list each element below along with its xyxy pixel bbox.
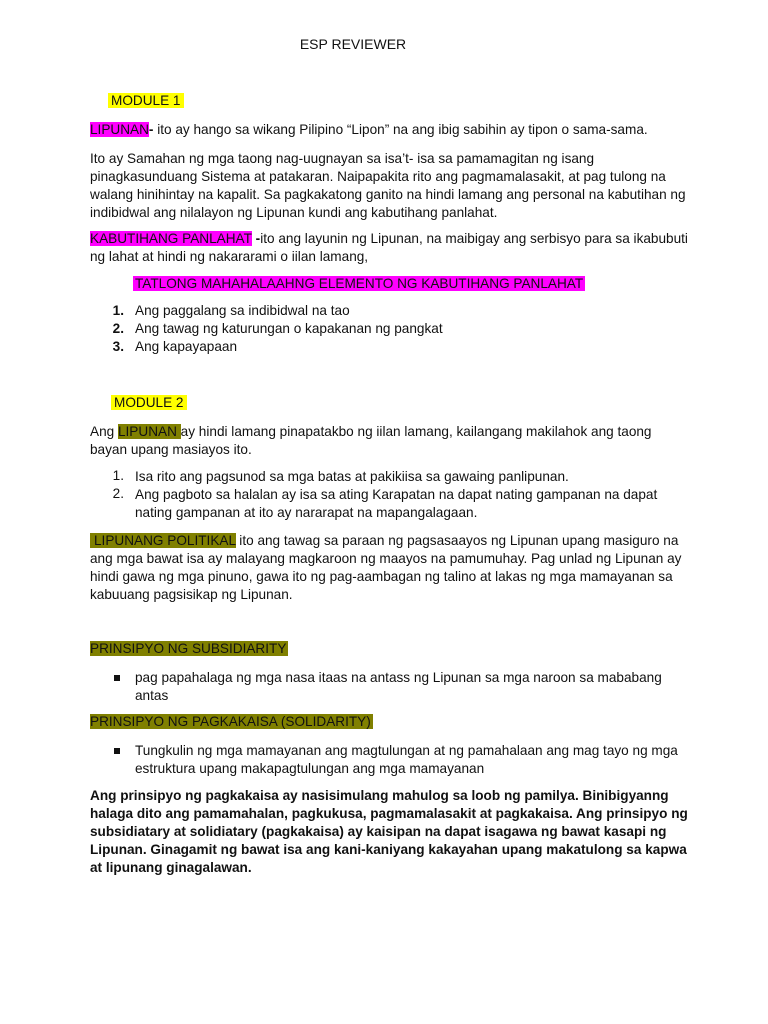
list-number: 2. bbox=[112, 321, 124, 336]
subsidiarity-heading-text: PRINSIPYO NG SUBSIDIARITY bbox=[90, 641, 287, 656]
lipunan-definition bbox=[90, 121, 690, 139]
solidarity-heading-text: PRINSIPYO NG PAGKAKAISA (SOLIDARITY) bbox=[90, 714, 371, 729]
lipunang-politikal-text: ito ang tawag sa paraan ng pagsasaayos ng Lipunan upang masiguro na ang mga bawat isa ay malayang magkaroon ng maayos na pamumuhay. Pag unlad ng Lipunan ay hindi gawa ng mga pinuno, gawa ito ng pag-aambagan ng talino at lakas ng mga mamayanan sa kabuuang pagsisikap ng Lipunan. bbox=[90, 533, 682, 602]
list-number: 1. bbox=[112, 468, 124, 483]
intro-post: ay hindi lamang pinapatakbo ng iilan lamang, kailangang makilahok ang taong bayan upang masiayos ito. bbox=[90, 424, 652, 457]
subsidiarity-item-text: pag papahalaga ng mga nasa itaas na antass ng Lipunan sa mga naroon sa mababang antas bbox=[135, 670, 662, 703]
module-2-list bbox=[90, 468, 690, 522]
document-title: ESP REVIEWER bbox=[299, 36, 407, 52]
list-text: Isa rito ang pagsunod sa mga batas at pakikiisa sa gawaing panlipunan. bbox=[135, 469, 569, 484]
intro-pre: Ang bbox=[90, 424, 118, 439]
solidarity-item-text: Tungkulin ng mga mamayanan ang magtulungan at ng pamahalaan ang mag tayo ng mga estruktura upang makapagtulungan ang mga mamayanan bbox=[135, 743, 678, 776]
module-2-label: MODULE 2 bbox=[111, 395, 187, 410]
closing-paragraph: Ang prinsipyo ng pagkakaisa ay nasisimulang mahulog sa loob ng pamilya. Binibigyanng halaga dito ang pamamahalan, pagkukusa, pagmamalasakit at pagkakaisa. Ang prinsipyo ng subsidiatary at solidiatary (pagkakaisa) ay kaisipan na dapat isagawa ng bawat kasapi ng Lipunan. Ginagamit ng bawat isa ang kani-kaniyang kakayahan upang makatulong sa kapwa at lipunang ginagalawan. bbox=[90, 788, 688, 875]
elements-list bbox=[90, 303, 690, 357]
list-text: Ang kapayapaan bbox=[135, 339, 238, 354]
kabutihang-definition-text: ito ang layunin ng Lipunan, na maibigay ang serbisyo para sa ikabubuti ng lahat at hindi ng nakararami o iilan lamang, bbox=[90, 231, 688, 264]
list-text: Ang paggalang sa indibidwal na tao bbox=[135, 303, 350, 318]
module-1-label: MODULE 1 bbox=[108, 93, 184, 108]
kabutihang-panlahat-term: KABUTIHANG PANLAHAT bbox=[90, 231, 252, 246]
solidarity-item bbox=[90, 742, 690, 778]
list-item bbox=[90, 468, 690, 486]
list-number: 2. bbox=[112, 486, 124, 501]
lipunan-definition-text: ito ay hango sa wikang Pilipino “Lipon” na ang ibig sabihin ay tipon o sama-sama. bbox=[153, 122, 648, 137]
bullet-square-icon bbox=[114, 748, 120, 754]
elements-heading bbox=[133, 276, 585, 291]
lipunang-politikal-paragraph bbox=[90, 532, 690, 604]
list-number: 1. bbox=[112, 303, 124, 318]
module-1-heading bbox=[108, 93, 184, 108]
elements-heading-text: TATLONG MAHAHALAAHNG ELEMENTO NG KABUTIHANG PANLAHAT bbox=[135, 276, 584, 291]
list-text: Ang tawag ng katurungan o kapakanan ng pangkat bbox=[135, 321, 443, 336]
lipunang-politikal-term: LIPUNANG POLITIKAL bbox=[90, 533, 236, 548]
kabutihang-panlahat-definition bbox=[90, 230, 690, 266]
list-text: Ang pagboto sa halalan ay isa sa ating Karapatan na dapat nating gampanan na dapat nating gampanan at ito ay nararapat na mapangalagaan. bbox=[135, 487, 658, 520]
module-2-intro bbox=[90, 423, 690, 459]
bullet-square-icon bbox=[114, 675, 120, 681]
intro-lipunan-term: LIPUNAN bbox=[117, 424, 181, 439]
list-item bbox=[90, 321, 690, 339]
lipunan-paragraph: Ito ay Samahan ng mga taong nag-uugnayan sa isa’t- isa sa pamamagitan ng isang pinagkasunduang Sistema at patakaran. Naipapakita rito ang pagmamalasakit, at pag tulong na walang hinihintay na kapalit. Sa pagkakatong ganito na hindi lamang ang personal na kabutihan ng indibidwal ang nilalayon ng Lipunan kundi ang kabutihang panlahat. bbox=[90, 151, 686, 220]
subsidiarity-heading bbox=[90, 641, 288, 656]
list-item bbox=[90, 339, 690, 357]
subsidiarity-item bbox=[90, 669, 690, 705]
lipunan-dash: - bbox=[148, 122, 154, 137]
list-item bbox=[90, 486, 690, 522]
list-item bbox=[90, 303, 690, 321]
lipunan-term: LIPUNAN bbox=[90, 122, 149, 137]
solidarity-heading bbox=[90, 714, 373, 729]
module-2-heading bbox=[111, 395, 187, 410]
list-number: 3. bbox=[112, 339, 124, 354]
kabutihang-dash: - bbox=[251, 231, 261, 246]
